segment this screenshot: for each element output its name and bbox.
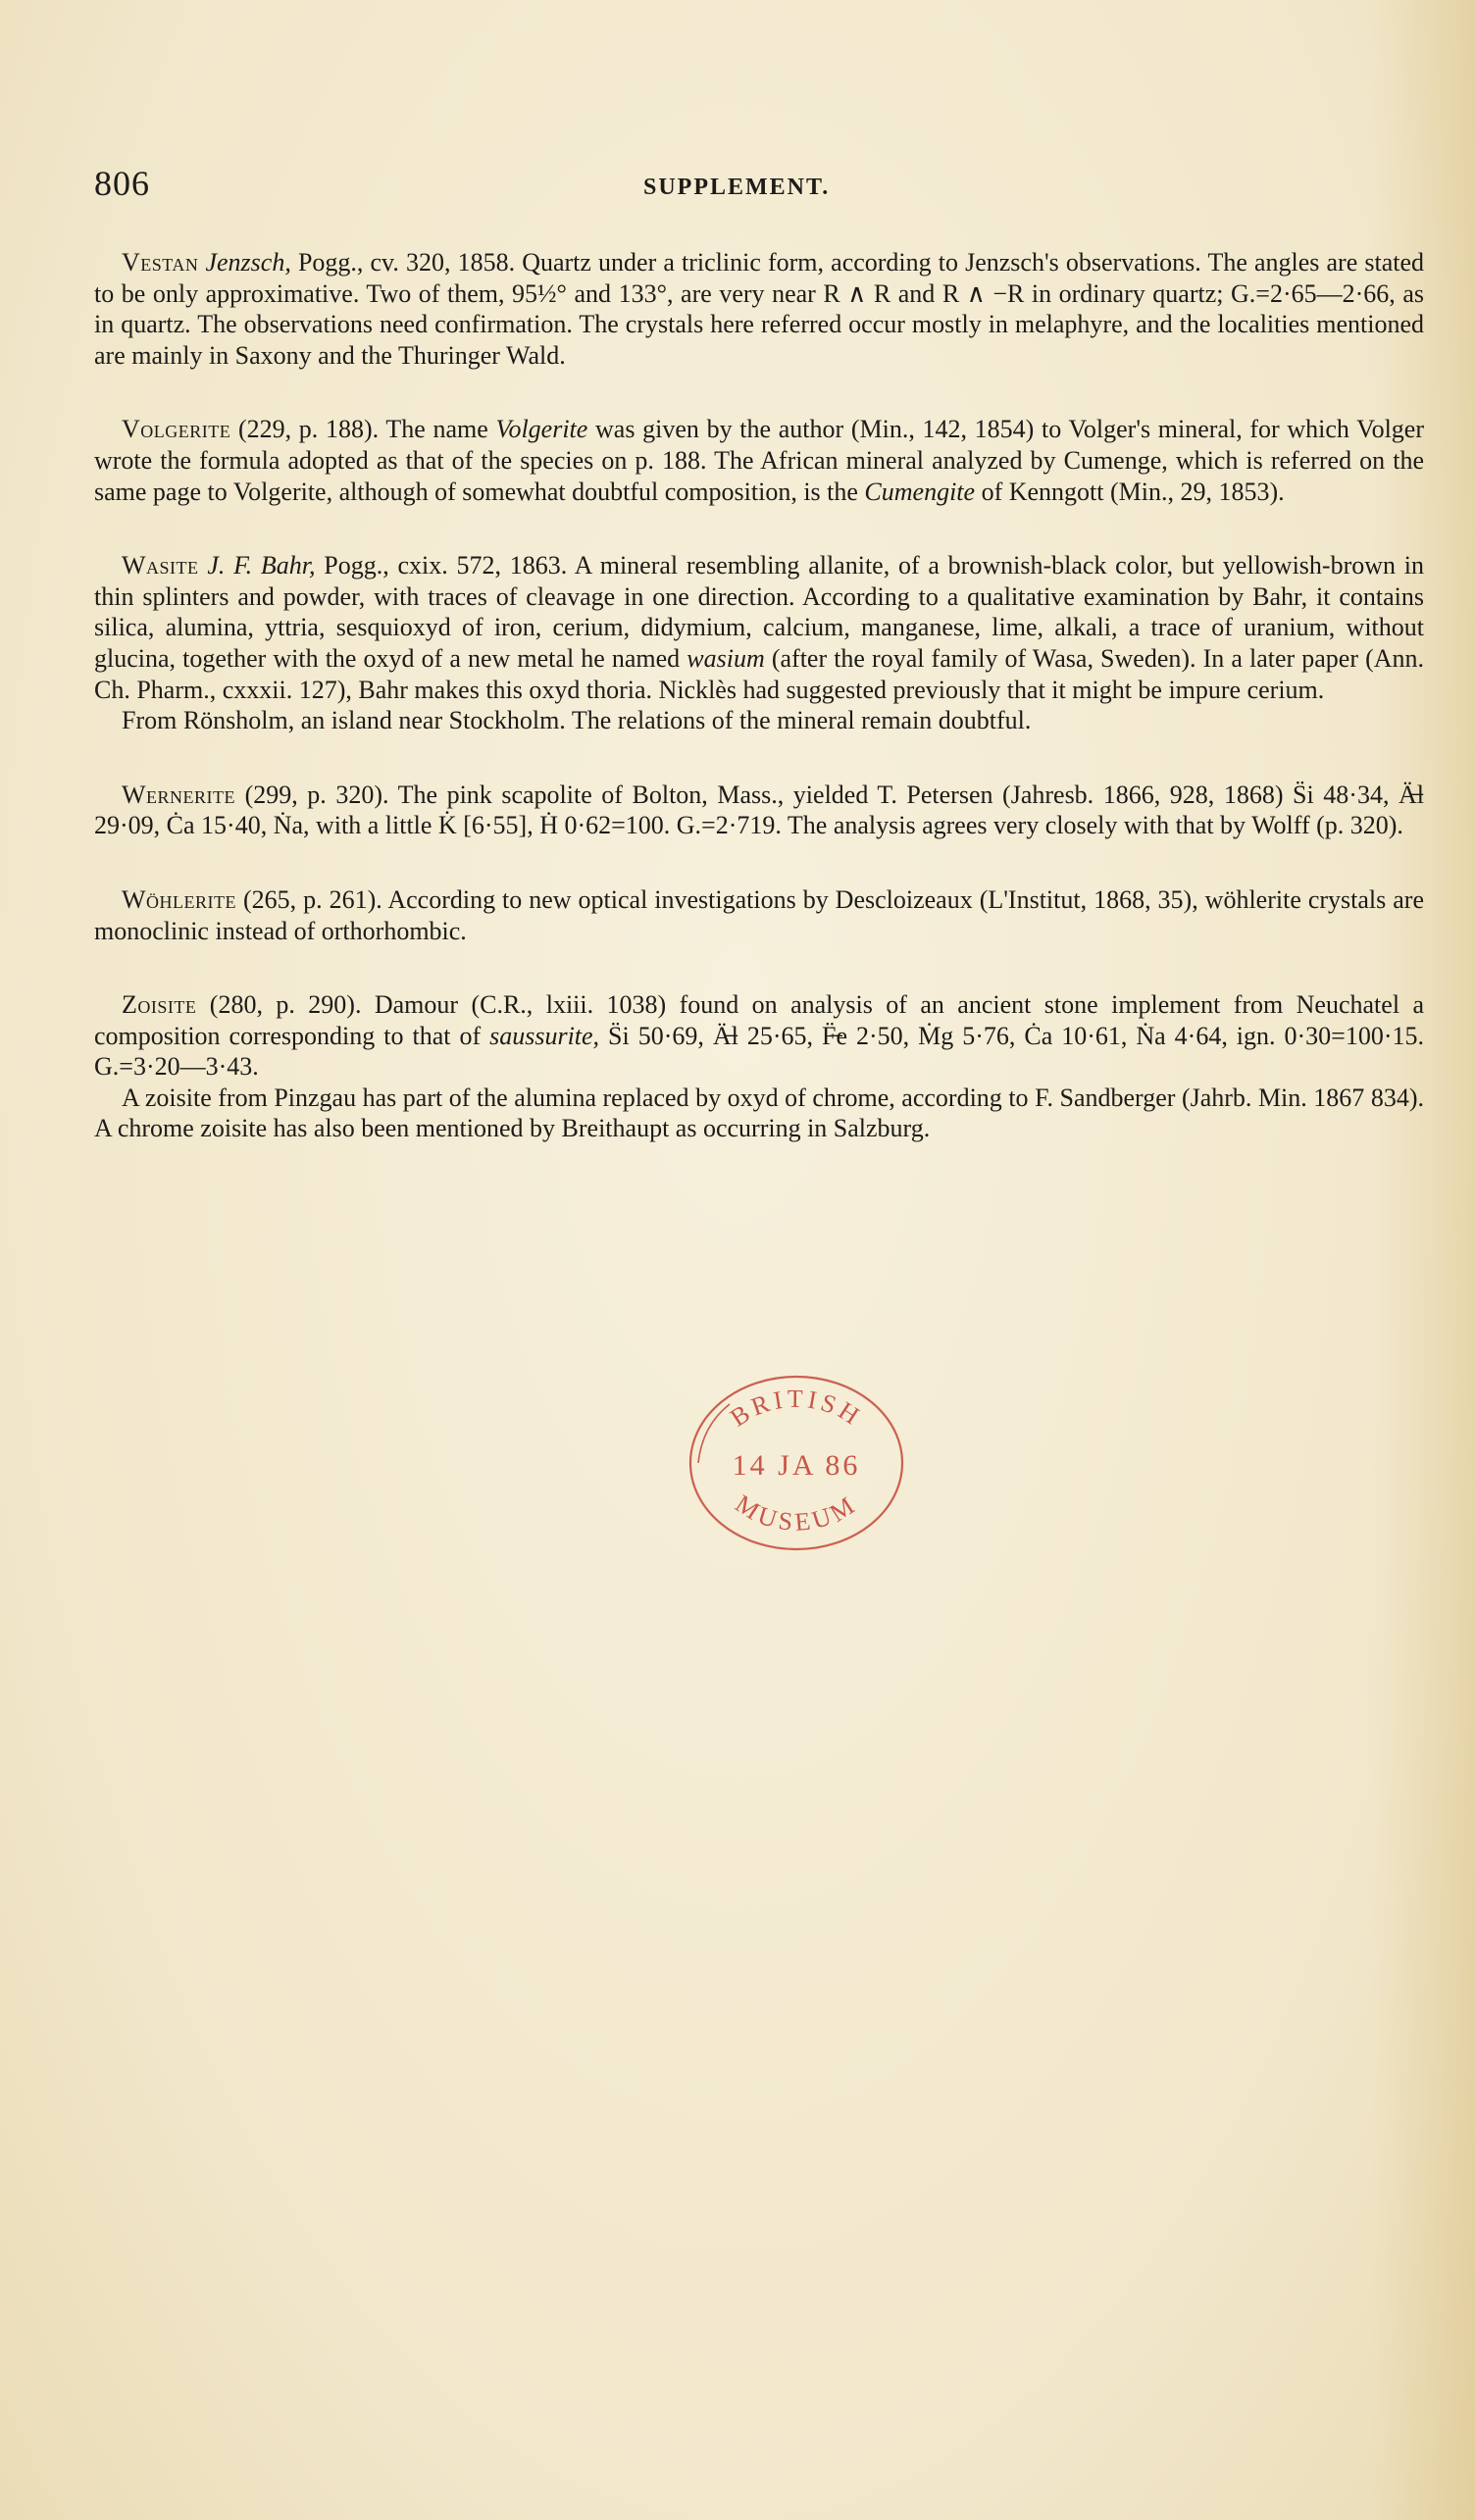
entry-term: Vestan bbox=[122, 248, 199, 277]
page-number: 806 bbox=[94, 164, 150, 203]
entry-term: Wasite bbox=[122, 551, 199, 580]
museum-stamp bbox=[679, 1365, 914, 1561]
entry-text: (after the royal family of Wasa, Sweden). In a later paper (Ann. Ch. Pharm., cxxxii. 127), Bahr makes this oxyd thoria. Nicklès had suggested previously that it might be impure cerium. bbox=[94, 643, 1425, 704]
entry-wernerite bbox=[94, 780, 1424, 841]
page-content bbox=[94, 163, 1424, 1144]
stamp-date: 14 JA 86 bbox=[732, 1449, 861, 1482]
entry-vestan bbox=[94, 247, 1424, 371]
entry-text: (299, p. 320). The pink scapolite of Bolton, Mass., yielded T. Petersen (Jahresb. 1866, 928, 1868) S̈i 48·34, Ä̶l 29·09, Ċa 15·40, Ṅa, with a little K̇ [6·55], Ḣ 0·62=100. G.=2·719. The analysis agrees very closely with that by Wolff (p. 320). bbox=[94, 780, 1424, 840]
entry-text: of Kenngott (Min., 29, 1853). bbox=[975, 477, 1285, 506]
entry-term: Volgerite bbox=[122, 415, 231, 444]
entry-wasite bbox=[94, 550, 1424, 736]
entry-text: S̈i 50·69, Ä̶l 25·65, F̶̈e 2·50, Ṁg 5·76, Ċa 10·61, Ṅa 4·64, ign. 0·30=100·15. G.=3·20—3·43. bbox=[94, 1021, 1424, 1082]
entry-term: Zoisite bbox=[122, 990, 197, 1020]
stamp-bottom-text: MUSEUM bbox=[730, 1488, 863, 1537]
entry-text: (280, p. 290). Damour (C.R., lxiii. 1038) found on analysis of an ancient stone implement from Neuchatel a composition corresponding to that of bbox=[94, 990, 1424, 1050]
stamp-graphic bbox=[679, 1365, 914, 1561]
entry-volgerite bbox=[94, 414, 1424, 507]
entry-wohlerite bbox=[94, 884, 1424, 946]
entry-author: J. F. Bahr, bbox=[207, 551, 316, 580]
entry-text: Pogg., cxix. 572, 1863. A mineral resembling allanite, of a brownish-black color, but yellowish-brown in thin splinters and powder, with traces of cleavage in one direction. According to a qualitative examination by Bahr, it contains silica, alumina, yttria, sesquioxyd of iron, cerium, didymium, calcium, manganese, lime, alkali, a trace of uranium, without glucina, together with the oxyd of a new metal he named bbox=[94, 551, 1424, 673]
entry-term: Wöhlerite bbox=[122, 884, 237, 914]
entry-zoisite bbox=[94, 989, 1424, 1144]
stamp-top-text: BRITISH bbox=[725, 1384, 868, 1433]
entry-italic-term: Cumengite bbox=[864, 477, 976, 506]
entry-text: (229, p. 188). The name bbox=[230, 415, 496, 444]
entry-text: was given by the author (Min., 142, 1854) to Volger's mineral, for which Volger wrote the formula adopted as that of the species on p. 188. The African mineral analyzed by Cumenge, which is referred on the same page to Volgerite, although of somewhat doubtful composition, is the bbox=[94, 415, 1424, 506]
running-head-title: SUPPLEMENT. bbox=[643, 175, 831, 200]
entry-italic-term: Volgerite bbox=[495, 415, 588, 444]
entry-italic-term: wasium bbox=[687, 643, 765, 673]
entry-text: Pogg., cv. 320, 1858. Quartz under a triclinic form, according to Jenzsch's observations. The angles are stated to be only approximative. Two of them, 95½° and 133°, are very near R ∧ R and R ∧ −R in ordinary quartz; G.=2·65—2·66, as in quartz. The observations need confirmation. The crystals here referred occur mostly in melaphyre, and the localities mentioned are mainly in Saxony and the Thuringer Wald. bbox=[94, 248, 1425, 370]
running-header bbox=[94, 163, 1424, 222]
entry-continuation: From Rönsholm, an island near Stockholm. The relations of the mineral remain doubtful. bbox=[122, 706, 1032, 735]
entry-continuation: A zoisite from Pinzgau has part of the alumina replaced by oxyd of chrome, according to F. Sandberger (Jahrb. Min. 1867 834). A chrome zoisite has also been mentioned by Breithaupt as occurring in Salzburg. bbox=[94, 1083, 1424, 1143]
entry-text: (265, p. 261). According to new optical investigations by Descloizeaux (L'Institut, 1868, 35), wöhlerite crystals are monoclinic instead of orthorhombic. bbox=[94, 884, 1424, 945]
entry-term: Wernerite bbox=[122, 780, 236, 809]
entry-author: Jenzsch, bbox=[205, 248, 291, 277]
entry-italic-term: saussurite, bbox=[489, 1021, 600, 1050]
